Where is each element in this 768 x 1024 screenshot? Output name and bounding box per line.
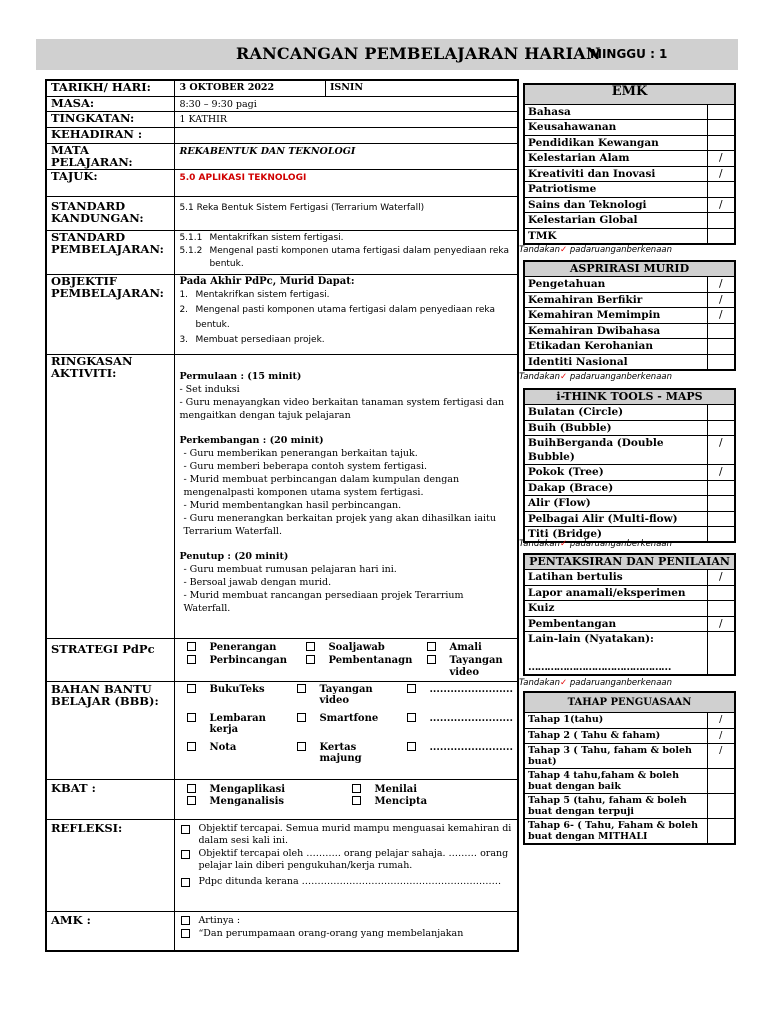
checkbox[interactable] <box>352 784 361 793</box>
kbat-option[interactable]: Mengaplikasi <box>187 784 352 796</box>
perkembangan-line: - Guru memberi beberapa contoh system fertigasi. <box>183 460 428 472</box>
ringkasan-aktiviti <box>175 354 518 638</box>
tandakan-note: Tandakan✓ padaruanganberkenaan <box>519 678 672 688</box>
strategi-options <box>175 638 518 681</box>
aspirasi-row: Kemahiran Memimpin / <box>524 308 735 324</box>
checkbox[interactable] <box>306 642 315 651</box>
ithink-row: Pokok (Tree) / <box>524 465 735 481</box>
checkbox[interactable] <box>297 713 306 722</box>
lain-lain-label: Lain-lain (Nyatakan): <box>528 633 654 645</box>
penutup-head: Penutup : (20 minit) <box>179 550 289 562</box>
emk-row: Patriotisme <box>524 182 735 198</box>
standard-pembelajaran-label: STANDARD PEMBELAJARAN: <box>46 230 175 274</box>
check-icon: ✓ <box>560 539 568 549</box>
sp-item: 5.1.2 Mengenal pasti komponen utama fertigasi dalam penyediaan reka bentuk. <box>179 245 509 269</box>
checkbox[interactable] <box>297 684 306 693</box>
tandakan-note: Tandakan✓ padaruanganberkenaan <box>519 372 672 382</box>
bbb-option[interactable]: Kertas majung <box>297 742 407 765</box>
bbb-option[interactable]: ........................ <box>407 684 513 707</box>
tahap-row: Tahap 6- ( Tahu, Faham & boleh buat dengan MITHALI <box>524 819 735 845</box>
tarikh-value: 3 OKTOBER 2022 <box>179 82 275 93</box>
emk-row: Pendidikan Kewangan <box>524 135 735 151</box>
pentaksiran-row: Pembentangan / <box>524 616 735 632</box>
checkbox[interactable] <box>187 642 196 651</box>
penutup-line: - Murid membuat rancangan persediaan projek Terarrium Waterfall. <box>183 589 464 614</box>
sp-item: 5.1.1 Mentakrifkan sistem fertigasi. <box>179 232 344 243</box>
checkbox[interactable] <box>187 684 196 693</box>
checkbox[interactable] <box>187 742 196 751</box>
checkbox[interactable] <box>181 916 190 925</box>
hari-value: ISNIN <box>325 81 517 96</box>
amk-list <box>175 911 518 951</box>
objektif-head: Pada Akhir PdPc, Murid Dapat: <box>179 275 355 287</box>
strategi-option[interactable]: Amali <box>427 642 513 654</box>
tahap-row: Tahap 4 tahu,faham & boleh buat dengan baik <box>524 769 735 794</box>
checkbox[interactable] <box>297 742 306 751</box>
strategi-option[interactable]: Tayangan video <box>427 655 513 678</box>
kehadiran-value <box>175 127 518 143</box>
tahap-table <box>523 691 736 845</box>
strategi-option[interactable]: Soaljawab <box>306 642 427 654</box>
tahap-row: Tahap 5 (tahu, faham & boleh buat dengan terpuji <box>524 794 735 819</box>
check-icon: ✓ <box>560 678 568 688</box>
emk-row: Sains dan Teknologi / <box>524 197 735 213</box>
emk-row: Keusahawanan <box>524 120 735 136</box>
perkembangan-line: - Guru menerangkan berkaitan projek yang akan dihasilkan iaitu Terrarium Waterfall. <box>183 512 496 537</box>
amk-item[interactable]: “Dan perumpamaan orang-orang yang membelanjakan <box>181 927 513 940</box>
main-table <box>45 79 519 952</box>
checkbox[interactable] <box>187 784 196 793</box>
permulaan-head: Permulaan : (15 minit) <box>179 370 302 382</box>
checkbox[interactable] <box>187 655 196 664</box>
ithink-row: Pelbagai Alir (Multi-flow) <box>524 511 735 527</box>
bbb-options <box>175 681 518 779</box>
bbb-option[interactable]: Lembaran kerja <box>187 713 297 736</box>
page-title: RANCANGAN PEMBELAJARAN HARIAN <box>236 44 601 63</box>
strategi-option[interactable]: Perbincangan <box>187 655 306 678</box>
aspirasi-row: Identiti Nasional <box>524 354 735 370</box>
bbb-option[interactable]: Smartfone <box>297 713 407 736</box>
tajuk-label: TAJUK: <box>46 169 175 196</box>
check-icon: ✓ <box>560 245 568 255</box>
checkbox[interactable] <box>427 655 436 664</box>
objektif-label: OBJEKTIF PEMBELAJARAN: <box>46 274 175 354</box>
refleksi-item[interactable]: Pdpc ditunda kerana ……………………………………………………… <box>181 876 513 889</box>
checkbox[interactable] <box>407 742 416 751</box>
tarikh-label: TARIKH/ HARI: <box>46 80 175 96</box>
checkbox[interactable] <box>181 878 190 887</box>
tahap-row: Tahap 1(tahu) / <box>524 713 735 729</box>
checkbox[interactable] <box>306 655 315 664</box>
emk-title: EMK <box>524 84 735 104</box>
emk-row: TMK <box>524 228 735 244</box>
kbat-option[interactable]: Menganalisis <box>187 796 352 808</box>
ithink-row: BuihBerganda (Double Bubble) / <box>524 436 735 465</box>
refleksi-label: REFLEKSI: <box>46 819 175 911</box>
refleksi-list <box>175 819 518 911</box>
refleksi-item[interactable]: Objektif tercapai oleh ……….. orang pelajar sahaja. ……… orang pelajar lain diberi pengukuhan/kerja rumah. <box>181 848 513 873</box>
pentaksiran-table <box>523 553 736 676</box>
objektif-item: 3. Membuat persediaan projek. <box>179 335 325 345</box>
checkbox[interactable] <box>352 796 361 805</box>
ithink-row: Titi (Bridge) <box>524 527 735 543</box>
aspirasi-table <box>523 260 736 371</box>
bbb-option[interactable]: ........................ <box>407 713 513 736</box>
strategi-option[interactable]: Penerangan <box>187 642 306 654</box>
emk-table <box>523 83 736 245</box>
bbb-label: BAHAN BANTU BELAJAR (BBB): <box>46 681 175 779</box>
pentaksiran-row: Kuiz <box>524 601 735 617</box>
perkembangan-head: Perkembangan : (20 minit) <box>179 434 324 446</box>
standard-kandungan-label: STANDARD KANDUNGAN: <box>46 196 175 230</box>
penutup-line: - Guru membuat rumusan pelajaran hari ini. <box>183 563 397 575</box>
pentaksiran-row: Latihan bertulis / <box>524 570 735 586</box>
tingkatan-value: 1 KATHIR <box>175 112 518 128</box>
kbat-label: KBAT : <box>46 779 175 819</box>
bbb-option[interactable]: Tayangan video <box>297 684 407 707</box>
checkbox[interactable] <box>187 713 196 722</box>
aspirasi-row: Pengetahuan / <box>524 277 735 293</box>
checkbox[interactable] <box>407 713 416 722</box>
ithink-row: Alir (Flow) <box>524 496 735 512</box>
masa-value: 8:30 – 9:30 pagi <box>175 96 518 112</box>
kbat-options <box>175 779 518 819</box>
header-bar <box>36 39 738 70</box>
checkbox[interactable] <box>181 825 190 834</box>
ithink-table <box>523 388 736 543</box>
checkbox[interactable] <box>181 929 190 938</box>
permulaan-line: - Set induksi <box>179 383 240 395</box>
standard-pembelajaran-list <box>175 230 518 274</box>
emk-row: Kelestarian Global <box>524 213 735 229</box>
ithink-title: i-THINK TOOLS - MAPS <box>524 389 735 405</box>
permulaan-line: - Guru menayangkan video berkaitan tanaman system fertigasi dan mengaitkan dengan tajuk pelajaran <box>179 396 505 421</box>
bbb-option[interactable]: Nota <box>187 742 297 765</box>
kehadiran-label: KEHADIRAN : <box>46 127 175 143</box>
kbat-option[interactable]: Menilai <box>352 784 513 796</box>
standard-kandungan-value: 5.1 Reka Bentuk Sistem Fertigasi (Terrarium Waterfall) <box>175 196 518 230</box>
tahap-row: Tahap 2 ( Tahu & faham) / <box>524 728 735 744</box>
objektif-item: 2. Mengenal pasti komponen utama fertigasi dalam penyediaan reka bentuk. <box>179 305 495 330</box>
objektif-item: 1. Mentakrifkan sistem fertigasi. <box>179 290 330 300</box>
emk-row: Bahasa <box>524 104 735 120</box>
lain-lain-dots: ……………………………………… <box>528 661 671 673</box>
checkbox[interactable] <box>187 796 196 805</box>
tahap-title: TAHAP PENGUASAAN <box>524 692 735 713</box>
amk-label: AMK : <box>46 911 175 951</box>
aspirasi-row: Etikadan Kerohanian <box>524 339 735 355</box>
ithink-row: Dakap (Brace) <box>524 480 735 496</box>
checkbox[interactable] <box>407 684 416 693</box>
perkembangan-line: - Murid membentangkan hasil perbincangan. <box>183 499 402 511</box>
checkbox[interactable] <box>427 642 436 651</box>
amk-item[interactable]: Artinya : <box>181 914 513 927</box>
tahap-row: Tahap 3 ( Tahu, faham & boleh buat) / <box>524 744 735 769</box>
penutup-line: - Bersoal jawab dengan murid. <box>183 576 332 588</box>
pentaksiran-row: Lapor anamali/eksperimen <box>524 585 735 601</box>
week-label: MINGGU : 1 <box>590 47 668 61</box>
check-icon: ✓ <box>560 372 568 382</box>
tandakan-note: Tandakan✓ padaruanganberkenaan <box>519 245 672 255</box>
ringkasan-label: RINGKASAN AKTIVITI: <box>46 354 175 638</box>
strategi-label: STRATEGI PdPc <box>46 638 175 681</box>
ithink-row: Bulatan (Circle) <box>524 405 735 421</box>
tandakan-note: Tandakan✓ padaruanganberkenaan <box>519 539 672 549</box>
mata-pelajaran-value: REKABENTUK DAN TEKNOLOGI <box>175 143 518 169</box>
tajuk-value: 5.0 APLIKASI TEKNOLOGI <box>175 169 518 196</box>
checkbox[interactable] <box>181 850 190 859</box>
emk-row: Kelestarian Alam / <box>524 151 735 167</box>
aspirasi-row: Kemahiran Berfikir / <box>524 292 735 308</box>
aspirasi-row: Kemahiran Dwibahasa <box>524 323 735 339</box>
mata-pelajaran-label: MATA PELAJARAN: <box>46 143 175 169</box>
perkembangan-line: - Murid membuat perbincangan dalam kumpulan dengan mengenalpasti komponen utama system fertigasi. <box>183 473 460 498</box>
emk-row: Kreativiti dan Inovasi / <box>524 166 735 182</box>
kbat-option[interactable]: Mencipta <box>352 796 513 808</box>
masa-label: MASA: <box>46 96 175 112</box>
pentaksiran-row <box>524 632 735 676</box>
pentaksiran-title: PENTAKSIRAN DAN PENILAIAN <box>524 554 735 570</box>
bbb-option[interactable]: BukuTeks <box>187 684 297 707</box>
objektif-list <box>175 274 518 354</box>
tingkatan-label: TINGKATAN: <box>46 112 175 128</box>
ithink-row: Buih (Bubble) <box>524 420 735 436</box>
strategi-option[interactable]: Pembentanagn <box>306 655 427 678</box>
aspirasi-title: ASPRIRASI MURID <box>524 261 735 277</box>
bbb-option[interactable]: ........................ <box>407 742 513 765</box>
refleksi-item[interactable]: Objektif tercapai. Semua murid mampu menguasai kemahiran di dalam sesi kali ini. <box>181 823 513 848</box>
perkembangan-line: - Guru memberikan penerangan berkaitan tajuk. <box>183 447 418 459</box>
